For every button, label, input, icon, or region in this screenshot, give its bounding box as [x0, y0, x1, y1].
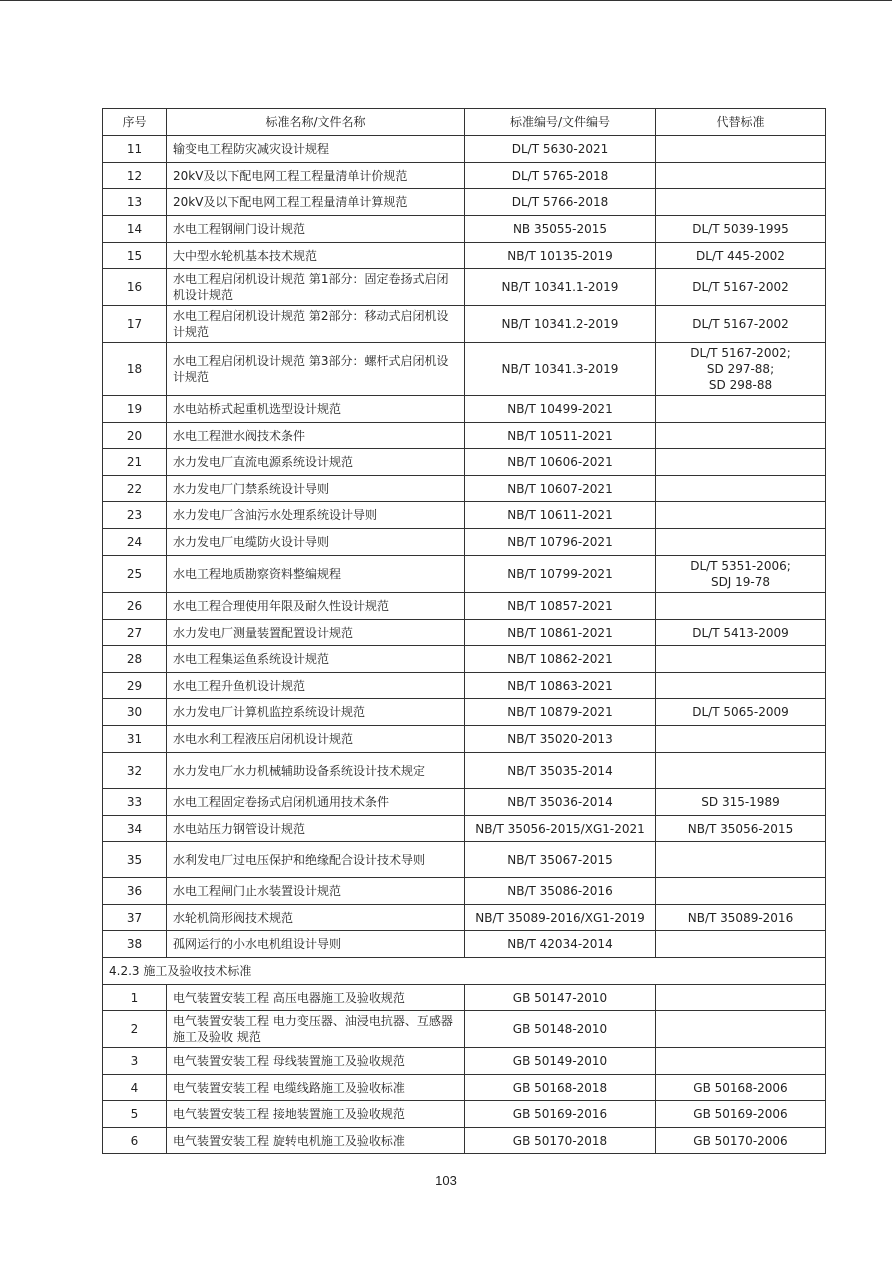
table-row — [103, 136, 826, 163]
row-number: 25 — [103, 556, 167, 593]
row-standard-code: NB/T 10341.3-2019 — [465, 343, 656, 396]
row-number: 2 — [103, 1011, 167, 1048]
table-row — [103, 1011, 826, 1048]
row-standard-name: 电气装置安装工程 母线装置施工及验收规范 — [167, 1048, 465, 1075]
header-name: 标准名称/文件名称 — [167, 109, 465, 136]
row-standard-code: GB 50147-2010 — [465, 985, 656, 1011]
table-row — [103, 502, 826, 529]
row-standard-code: NB/T 10135-2019 — [465, 243, 656, 269]
row-replaced-standard: DL/T 5039-1995 — [656, 216, 826, 243]
row-standard-code: GB 50149-2010 — [465, 1048, 656, 1075]
row-replaced-standard: DL/T 5167-2002 — [656, 306, 826, 343]
table-row — [103, 216, 826, 243]
row-number: 6 — [103, 1128, 167, 1154]
row-number: 3 — [103, 1048, 167, 1075]
row-replaced-standard — [656, 673, 826, 699]
row-replaced-standard — [656, 529, 826, 556]
header-code: 标准编号/文件编号 — [465, 109, 656, 136]
row-replaced-standard — [656, 1048, 826, 1075]
row-replaced-standard — [656, 753, 826, 789]
row-replaced-standard: GB 50170-2006 — [656, 1128, 826, 1154]
table-header-row — [103, 109, 826, 136]
table-row — [103, 1048, 826, 1075]
table-row — [103, 726, 826, 753]
row-replaced-standard: DL/T 5167-2002; SD 297-88; SD 298-88 — [656, 343, 826, 396]
row-standard-code: NB/T 35089-2016/XG1-2019 — [465, 905, 656, 931]
row-standard-code: NB/T 10796-2021 — [465, 529, 656, 556]
row-standard-code: NB/T 35020-2013 — [465, 726, 656, 753]
row-replaced-standard — [656, 163, 826, 189]
row-standard-code: GB 50148-2010 — [465, 1011, 656, 1048]
page-number: 103 — [435, 1173, 457, 1188]
row-standard-name: 水电工程地质勘察资料整编规程 — [167, 556, 465, 593]
row-replaced-standard: GB 50168-2006 — [656, 1075, 826, 1101]
table-row — [103, 163, 826, 189]
row-number: 32 — [103, 753, 167, 789]
row-replaced-standard — [656, 136, 826, 163]
table-row — [103, 269, 826, 306]
row-standard-name: 水电工程启闭机设计规范 第2部分：移动式启闭机设计规范 — [167, 306, 465, 343]
row-standard-code: NB/T 10341.1-2019 — [465, 269, 656, 306]
row-standard-code: NB/T 10341.2-2019 — [465, 306, 656, 343]
row-standard-code: NB/T 35036-2014 — [465, 789, 656, 816]
table-row — [103, 423, 826, 449]
table-row — [103, 905, 826, 931]
row-standard-name: 水力发电厂电缆防火设计导则 — [167, 529, 465, 556]
row-standard-name: 水电工程启闭机设计规范 第3部分：螺杆式启闭机设计规范 — [167, 343, 465, 396]
row-number: 28 — [103, 646, 167, 673]
table-row — [103, 449, 826, 476]
row-standard-name: 水电站桥式起重机选型设计规范 — [167, 396, 465, 423]
table-row — [103, 816, 826, 842]
row-standard-code: DL/T 5630-2021 — [465, 136, 656, 163]
row-standard-name: 水电工程泄水阀技术条件 — [167, 423, 465, 449]
row-number: 31 — [103, 726, 167, 753]
row-standard-code: DL/T 5765-2018 — [465, 163, 656, 189]
row-number: 17 — [103, 306, 167, 343]
row-standard-name: 电气装置安装工程 接地装置施工及验收规范 — [167, 1101, 465, 1128]
row-replaced-standard: DL/T 5351-2006; SDJ 19-78 — [656, 556, 826, 593]
row-replaced-standard: NB/T 35056-2015 — [656, 816, 826, 842]
row-replaced-standard — [656, 985, 826, 1011]
row-replaced-standard — [656, 842, 826, 878]
row-replaced-standard: DL/T 445-2002 — [656, 243, 826, 269]
row-number: 26 — [103, 593, 167, 620]
row-standard-name: 水力发电厂测量装置配置设计规范 — [167, 620, 465, 646]
row-standard-name: 电气装置安装工程 高压电器施工及验收规范 — [167, 985, 465, 1011]
table-row — [103, 243, 826, 269]
row-standard-name: 水电工程启闭机设计规范 第1部分：固定卷扬式启闭机设计规范 — [167, 269, 465, 306]
row-number: 11 — [103, 136, 167, 163]
row-replaced-standard: NB/T 35089-2016 — [656, 905, 826, 931]
row-standard-name: 水力发电厂含油污水处理系统设计导则 — [167, 502, 465, 529]
row-standard-code: NB/T 10863-2021 — [465, 673, 656, 699]
row-replaced-standard — [656, 1011, 826, 1048]
row-standard-name: 水力发电厂水力机械辅助设备系统设计技术规定 — [167, 753, 465, 789]
row-number: 12 — [103, 163, 167, 189]
row-number: 23 — [103, 502, 167, 529]
table-row — [103, 842, 826, 878]
table-row — [103, 593, 826, 620]
row-replaced-standard — [656, 396, 826, 423]
row-replaced-standard — [656, 423, 826, 449]
row-replaced-standard — [656, 646, 826, 673]
row-replaced-standard — [656, 189, 826, 216]
row-standard-code: NB/T 10862-2021 — [465, 646, 656, 673]
row-standard-name: 水电水利工程液压启闭机设计规范 — [167, 726, 465, 753]
row-standard-name: 孤网运行的小水电机组设计导则 — [167, 931, 465, 958]
row-replaced-standard — [656, 931, 826, 958]
row-number: 22 — [103, 476, 167, 502]
row-standard-code: NB/T 35086-2016 — [465, 878, 656, 905]
table-row — [103, 789, 826, 816]
header-replace: 代替标准 — [656, 109, 826, 136]
table-row — [103, 646, 826, 673]
row-replaced-standard — [656, 593, 826, 620]
row-replaced-standard — [656, 726, 826, 753]
row-standard-code: NB 35055-2015 — [465, 216, 656, 243]
row-standard-name: 水电工程升鱼机设计规范 — [167, 673, 465, 699]
row-standard-name: 水电工程钢闸门设计规范 — [167, 216, 465, 243]
row-number: 38 — [103, 931, 167, 958]
table-row — [103, 753, 826, 789]
row-number: 36 — [103, 878, 167, 905]
table-row — [103, 343, 826, 396]
table-row — [103, 620, 826, 646]
row-standard-name: 水电站压力钢管设计规范 — [167, 816, 465, 842]
row-standard-name: 水电工程闸门止水装置设计规范 — [167, 878, 465, 905]
row-standard-code: NB/T 35056-2015/XG1-2021 — [465, 816, 656, 842]
row-standard-code: NB/T 35035-2014 — [465, 753, 656, 789]
row-replaced-standard: GB 50169-2006 — [656, 1101, 826, 1128]
row-standard-name: 输变电工程防灾减灾设计规程 — [167, 136, 465, 163]
row-number: 1 — [103, 985, 167, 1011]
row-standard-code: GB 50168-2018 — [465, 1075, 656, 1101]
row-standard-name: 电气装置安装工程 旋转电机施工及验收标准 — [167, 1128, 465, 1154]
row-replaced-standard: DL/T 5413-2009 — [656, 620, 826, 646]
row-number: 24 — [103, 529, 167, 556]
row-number: 20 — [103, 423, 167, 449]
header-seq: 序号 — [103, 109, 167, 136]
table-row — [103, 699, 826, 726]
row-standard-name: 电气装置安装工程 电缆线路施工及验收标准 — [167, 1075, 465, 1101]
table-row — [103, 396, 826, 423]
row-number: 27 — [103, 620, 167, 646]
row-number: 4 — [103, 1075, 167, 1101]
row-number: 19 — [103, 396, 167, 423]
row-replaced-standard — [656, 878, 826, 905]
row-standard-code: GB 50170-2018 — [465, 1128, 656, 1154]
top-rule — [0, 0, 892, 1]
row-standard-code: NB/T 10611-2021 — [465, 502, 656, 529]
row-standard-code: NB/T 10799-2021 — [465, 556, 656, 593]
row-standard-name: 水利发电厂过电压保护和绝缘配合设计技术导则 — [167, 842, 465, 878]
row-standard-name: 水力发电厂直流电源系统设计规范 — [167, 449, 465, 476]
row-number: 33 — [103, 789, 167, 816]
row-standard-code: NB/T 35067-2015 — [465, 842, 656, 878]
row-standard-name: 水电工程合理使用年限及耐久性设计规范 — [167, 593, 465, 620]
row-standard-name: 水轮机筒形阀技术规范 — [167, 905, 465, 931]
row-standard-code: NB/T 10511-2021 — [465, 423, 656, 449]
row-number: 5 — [103, 1101, 167, 1128]
row-standard-code: NB/T 10606-2021 — [465, 449, 656, 476]
table-row — [103, 476, 826, 502]
row-standard-code: NB/T 10879-2021 — [465, 699, 656, 726]
row-standard-code: DL/T 5766-2018 — [465, 189, 656, 216]
row-replaced-standard: DL/T 5065-2009 — [656, 699, 826, 726]
row-standard-name: 水力发电厂计算机监控系统设计规范 — [167, 699, 465, 726]
table-row — [103, 556, 826, 593]
row-number: 13 — [103, 189, 167, 216]
row-number: 30 — [103, 699, 167, 726]
row-standard-name: 电气装置安装工程 电力变压器、油浸电抗器、互感器施工及验收 规范 — [167, 1011, 465, 1048]
row-standard-code: GB 50169-2016 — [465, 1101, 656, 1128]
row-standard-code: NB/T 10607-2021 — [465, 476, 656, 502]
table-row — [103, 529, 826, 556]
row-standard-code: NB/T 10861-2021 — [465, 620, 656, 646]
row-standard-name: 水力发电厂门禁系统设计导则 — [167, 476, 465, 502]
row-standard-name: 20kV及以下配电网工程工程量清单计价规范 — [167, 163, 465, 189]
row-replaced-standard — [656, 502, 826, 529]
row-replaced-standard — [656, 476, 826, 502]
row-standard-code: NB/T 42034-2014 — [465, 931, 656, 958]
row-standard-name: 大中型水轮机基本技术规范 — [167, 243, 465, 269]
table-row — [103, 931, 826, 958]
row-standard-code: NB/T 10857-2021 — [465, 593, 656, 620]
row-number: 15 — [103, 243, 167, 269]
table-row — [103, 1075, 826, 1101]
table-row — [103, 878, 826, 905]
row-standard-name: 20kV及以下配电网工程工程量清单计算规范 — [167, 189, 465, 216]
table-row — [103, 985, 826, 1011]
row-standard-name: 水电工程集运鱼系统设计规范 — [167, 646, 465, 673]
table-row — [103, 673, 826, 699]
row-replaced-standard: SD 315-1989 — [656, 789, 826, 816]
row-number: 18 — [103, 343, 167, 396]
section-title: 4.2.3 施工及验收技术标准 — [103, 958, 826, 985]
row-number: 29 — [103, 673, 167, 699]
table-row — [103, 1128, 826, 1154]
standards-table — [102, 108, 826, 1154]
row-replaced-standard: DL/T 5167-2002 — [656, 269, 826, 306]
row-standard-code: NB/T 10499-2021 — [465, 396, 656, 423]
table-row — [103, 189, 826, 216]
section-heading-row — [103, 958, 826, 985]
row-replaced-standard — [656, 449, 826, 476]
row-number: 34 — [103, 816, 167, 842]
row-number: 35 — [103, 842, 167, 878]
table-row — [103, 306, 826, 343]
row-number: 37 — [103, 905, 167, 931]
row-number: 16 — [103, 269, 167, 306]
table-row — [103, 1101, 826, 1128]
row-number: 14 — [103, 216, 167, 243]
row-standard-name: 水电工程固定卷扬式启闭机通用技术条件 — [167, 789, 465, 816]
row-number: 21 — [103, 449, 167, 476]
